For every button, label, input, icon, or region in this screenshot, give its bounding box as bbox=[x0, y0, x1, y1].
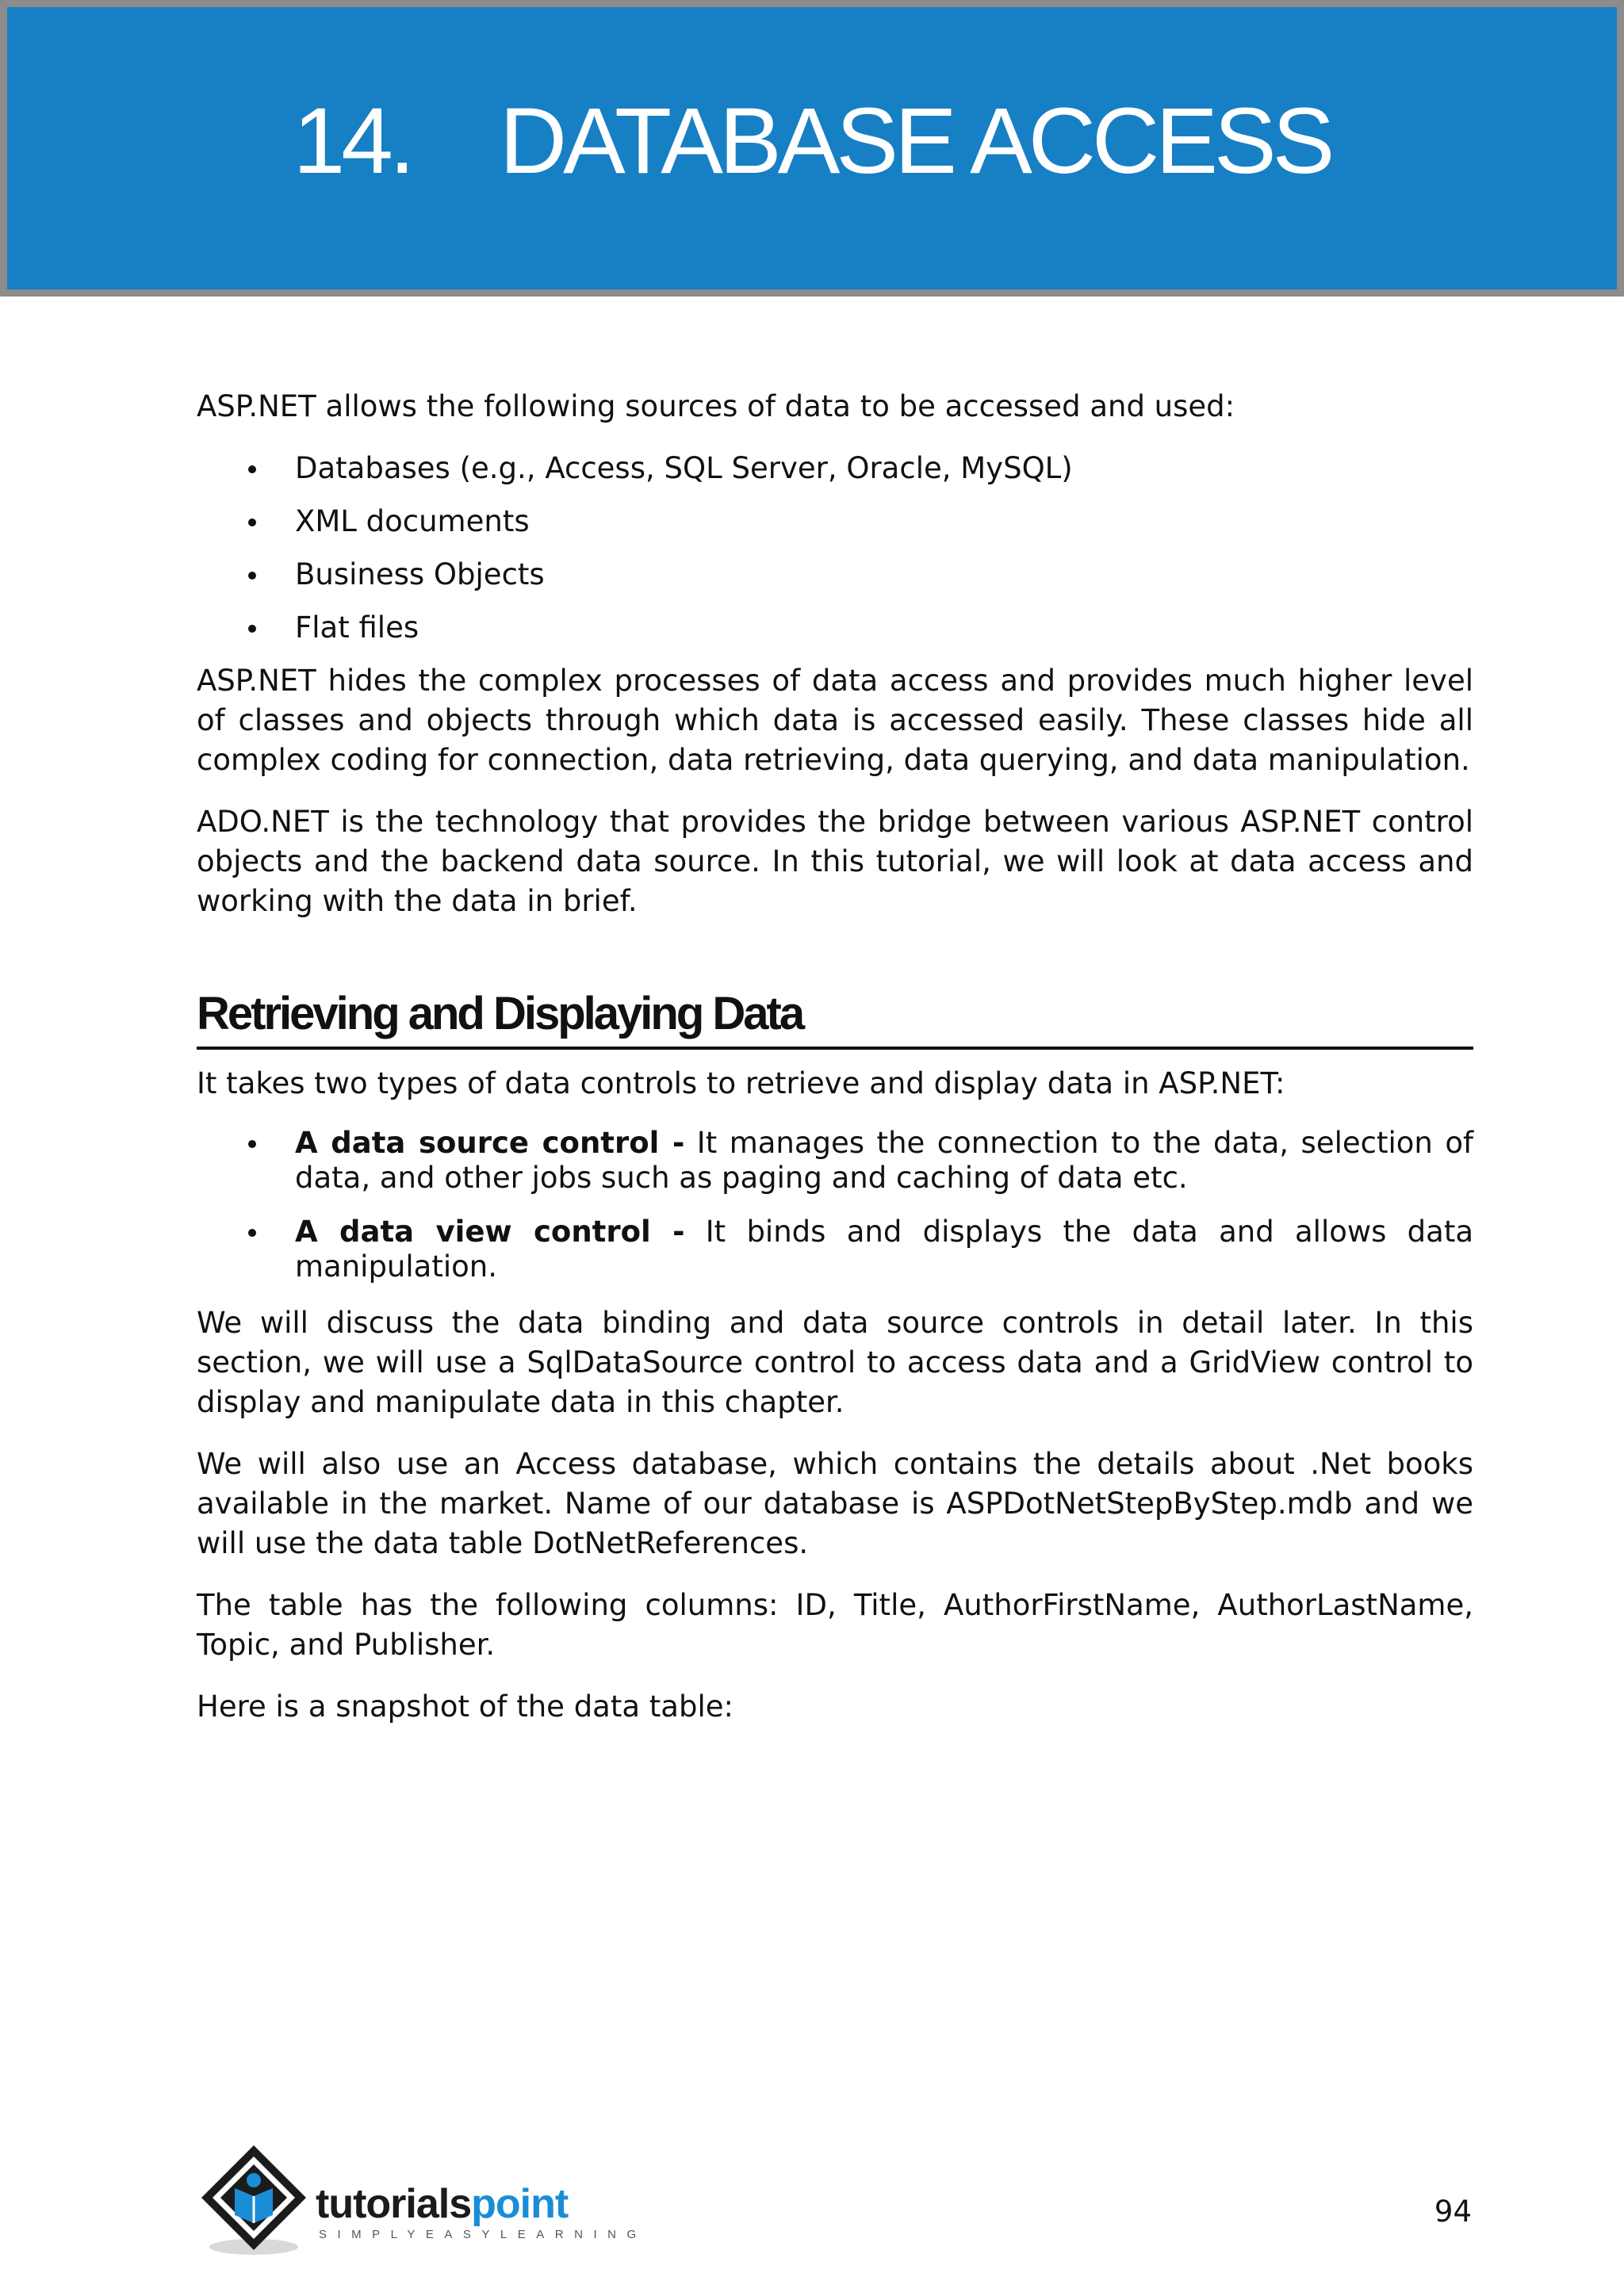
chapter-title-text: DATABASE ACCESS bbox=[499, 89, 1331, 193]
logo-wordmark: tutorialspoint bbox=[316, 2181, 569, 2227]
section-heading: Retrieving and Displaying Data bbox=[197, 986, 1473, 1050]
data-sources-list bbox=[197, 449, 1473, 648]
chapter-banner bbox=[0, 0, 1624, 297]
chapter-number: 14. bbox=[293, 89, 412, 193]
list-item bbox=[197, 1126, 1473, 1196]
page-number: 94 bbox=[1434, 2195, 1472, 2229]
list-item: Flat files bbox=[197, 608, 1473, 648]
paragraph-access-database: We will also use an Access database, which contains the details about .Net books available in the market. Name of our database is ASPDotNetStepByStep.mdb and we will use the data table DotNetReferences. bbox=[197, 1447, 1473, 1560]
control-description: It manages the connection to the data, selection of data, and other jobs such as paging and caching of data etc. bbox=[295, 1126, 1473, 1195]
list-item bbox=[197, 1215, 1473, 1284]
paragraph-hides-complexity: ASP.NET hides the complex processes of data access and provides much higher level of classes and objects through which data is accessed easily. These classes hide all complex coding for connection, data retrieving, data querying, and data manipulation. bbox=[197, 664, 1473, 777]
paragraph-discuss: We will discuss the data binding and data source controls in detail later. In this section, we will use a SqlDataSource control to access data and a GridView control to display and manipulate data in this chapter. bbox=[197, 1306, 1473, 1419]
list-item: Databases (e.g., Access, SQL Server, Oracle, MySQL) bbox=[197, 449, 1473, 488]
tutorialspoint-logo bbox=[197, 2141, 647, 2261]
section-lead: It takes two types of data controls to retrieve and display data in ASP.NET: bbox=[197, 1066, 1285, 1100]
logo-tagline: SIMPLYEASYLEARNING bbox=[319, 2228, 647, 2241]
list-item: Business Objects bbox=[197, 555, 1473, 595]
paragraph-columns: The table has the following columns: ID, Title, AuthorFirstName, AuthorLastName, Topic, and Publisher. bbox=[197, 1588, 1473, 1662]
logo-mark-icon bbox=[197, 2141, 316, 2261]
control-term: A data source control - bbox=[295, 1126, 685, 1160]
paragraph-snapshot: Here is a snapshot of the data table: bbox=[197, 1689, 733, 1724]
control-description: It binds and displays the data and allows data manipulation. bbox=[295, 1215, 1474, 1284]
list-item: XML documents bbox=[197, 502, 1473, 541]
control-term: A data view control - bbox=[295, 1215, 685, 1249]
chapter-title bbox=[7, 90, 1617, 193]
intro-lead: ASP.NET allows the following sources of data to be accessed and used: bbox=[197, 389, 1235, 423]
data-controls-list bbox=[197, 1126, 1473, 1284]
page-body bbox=[197, 387, 1473, 1749]
paragraph-adonet: ADO.NET is the technology that provides the bridge between various ASP.NET control objects and the backend data source. In this tutorial, we will look at data access and working with the data in brief. bbox=[197, 805, 1473, 918]
